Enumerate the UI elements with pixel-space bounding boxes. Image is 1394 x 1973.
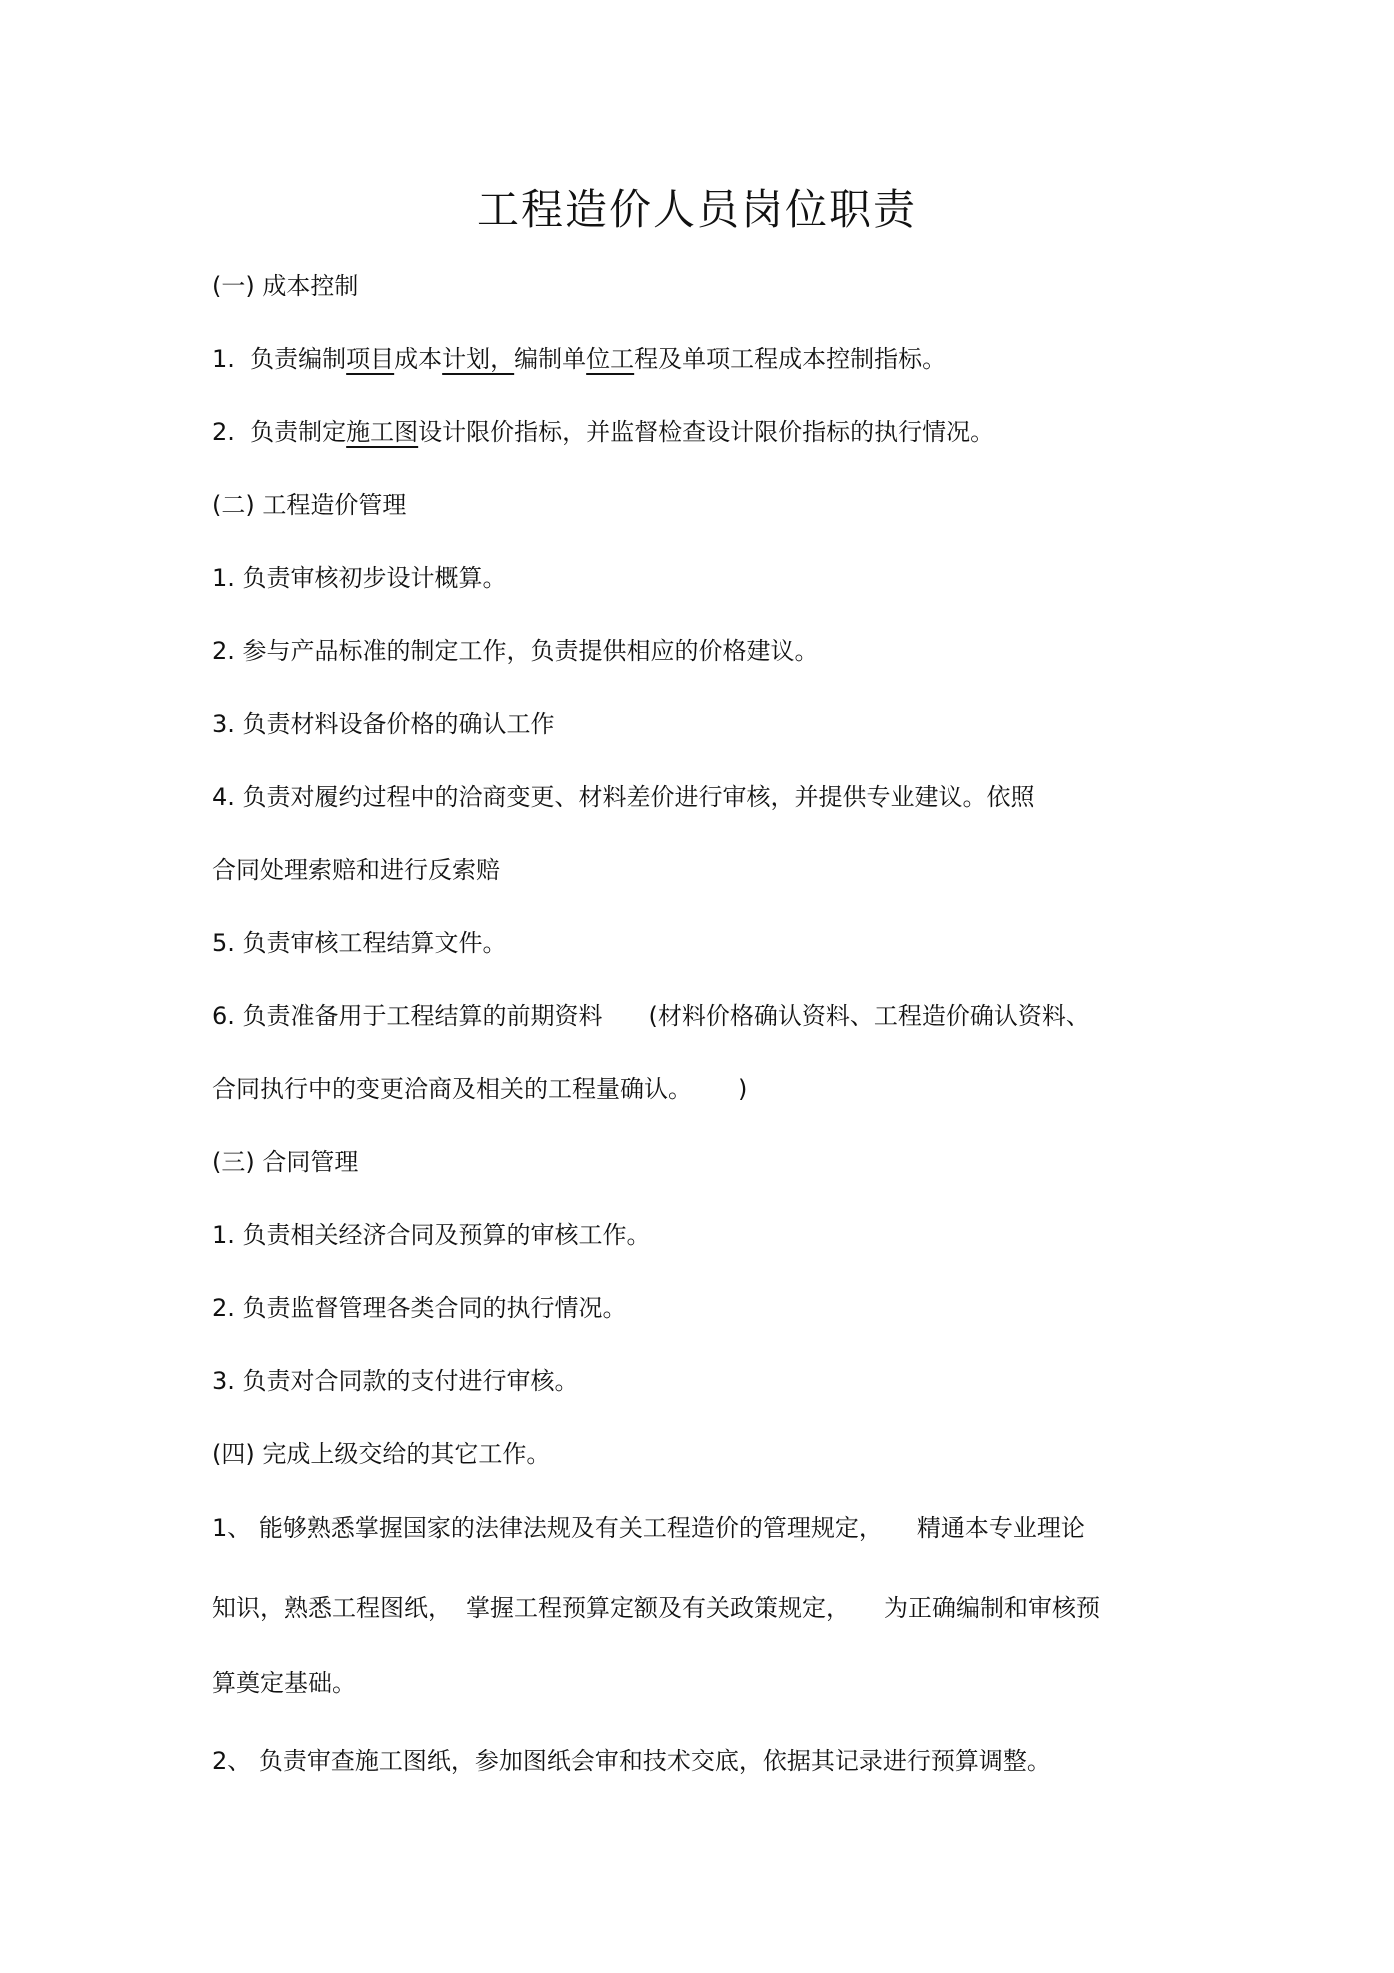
item-text: 6. 负责准备用于工程结算的前期资料: [212, 1002, 603, 1030]
list-item: [212, 341, 946, 377]
paragraph-continuation: 算奠定基础。: [212, 1669, 356, 1697]
item-text: 知识，熟悉工程图纸，: [212, 1594, 452, 1622]
list-item: [212, 414, 994, 450]
list-item: 2. 参与产品标准的制定工作，负责提供相应的价格建议。: [212, 637, 819, 665]
list-item: 1. 负责相关经济合同及预算的审核工作。: [212, 1221, 651, 1249]
list-item: 4. 负责对履约过程中的洽商变更、材料差价进行审核，并提供专业建议。依照: [212, 783, 1035, 811]
item-text: 掌握工程预算定额及有关政策规定，: [466, 1594, 850, 1622]
underlined-text: 施工图: [346, 418, 419, 446]
item-text: 为正确编制和审核预: [884, 1594, 1100, 1622]
section-heading-contract-management: (三) 合同管理: [212, 1148, 359, 1176]
item-text: 负责制定: [250, 418, 347, 446]
underlined-text: 计划，: [442, 345, 515, 373]
item-text: 负责编制: [250, 345, 347, 373]
list-item: 1. 负责审核初步设计概算。: [212, 564, 507, 592]
page-title: 工程造价人员岗位职责: [476, 185, 917, 234]
item-text: 精通本专业理论: [916, 1514, 1085, 1542]
list-item: 3. 负责材料设备价格的确认工作: [212, 710, 555, 738]
list-item: [212, 998, 1090, 1034]
item-text: 程及单项工程成本控制指标。: [634, 345, 947, 373]
section-heading-cost-management: (二) 工程造价管理: [212, 491, 407, 519]
list-item: 3. 负责对合同款的支付进行审核。: [212, 1367, 579, 1395]
item-text: (材料价格确认资料、工程造价确认资料、: [648, 1002, 1090, 1030]
list-item-continuation: 合同处理索赔和进行反索赔: [212, 856, 500, 884]
item-text: 1、 能够熟悉掌握国家的法律法规及有关工程造价的管理规定，: [212, 1514, 883, 1542]
item-text: 成本: [394, 345, 443, 373]
item-number: 1.: [212, 345, 235, 373]
paragraph: [212, 1510, 1085, 1546]
section-heading-cost-control: (一) 成本控制: [212, 272, 359, 300]
list-item-continuation: [212, 1071, 747, 1107]
underlined-text: 位工: [586, 345, 635, 373]
section-heading-other-work: (四) 完成上级交给的其它工作。: [212, 1440, 551, 1468]
item-text: 合同执行中的变更洽商及相关的工程量确认。: [212, 1075, 692, 1103]
paragraph-continuation: [212, 1590, 1100, 1626]
paragraph: 2、 负责审查施工图纸，参加图纸会审和技术交底，依据其记录进行预算调整。: [212, 1747, 1051, 1775]
underlined-text: 项目: [346, 345, 395, 373]
item-text: 设计限价指标，并监督检查设计限价指标的执行情况。: [418, 418, 995, 446]
list-item: 2. 负责监督管理各类合同的执行情况。: [212, 1294, 627, 1322]
item-number: 2.: [212, 418, 235, 446]
item-text: ): [738, 1075, 748, 1103]
list-item: 5. 负责审核工程结算文件。: [212, 929, 507, 957]
item-text: 编制单: [514, 345, 587, 373]
